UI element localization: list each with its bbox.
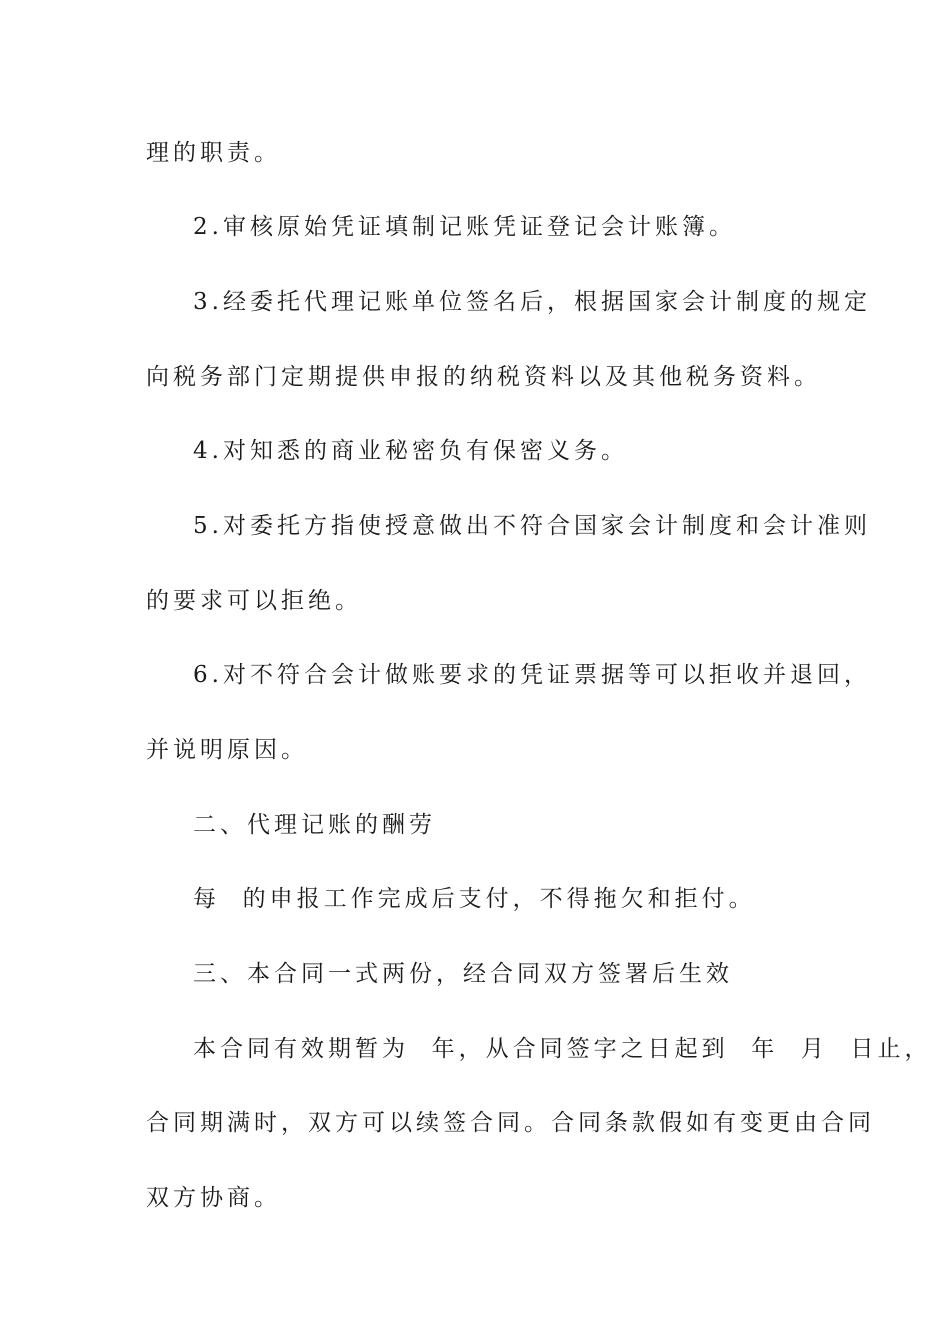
section-heading-2: 二、代理记账的酬劳 [193, 812, 436, 838]
text-line-4: 向税务部门定期提供申报的纳税资料以及其他税务资料。 [146, 364, 821, 390]
text-line-5: 4.对知悉的商业秘密负有保密义务。 [193, 438, 628, 464]
section-heading-3: 三、本合同一式两份，经合同双方签署后生效 [193, 961, 733, 987]
text-line-8: 6.对不符合会计做账要求的凭证票据等可以拒收并退回， [193, 662, 871, 688]
text-line-14: 合同期满时，双方可以续签合同。合同条款假如有变更由合同 [146, 1110, 875, 1136]
text-line-11: 每 的申报工作完成后支付，不得拖欠和拒付。 [193, 886, 756, 912]
text-line-3: 3.经委托代理记账单位签名后，根据国家会计制度的规定 [193, 289, 871, 315]
text-line-7: 的要求可以拒绝。 [146, 588, 362, 614]
text-line-13: 本合同有效期暂为 年，从合同签字之日起到 年 月 日止， [193, 1036, 932, 1062]
text-line-2: 2.审核原始凭证填制记账凭证登记会计账簿。 [193, 214, 736, 240]
text-line-9: 并说明原因。 [146, 737, 308, 763]
text-line-15: 双方协商。 [146, 1185, 281, 1211]
text-line-6: 5.对委托方指使授意做出不符合国家会计制度和会计准则 [193, 513, 871, 539]
text-line-1: 理的职责。 [146, 140, 281, 166]
